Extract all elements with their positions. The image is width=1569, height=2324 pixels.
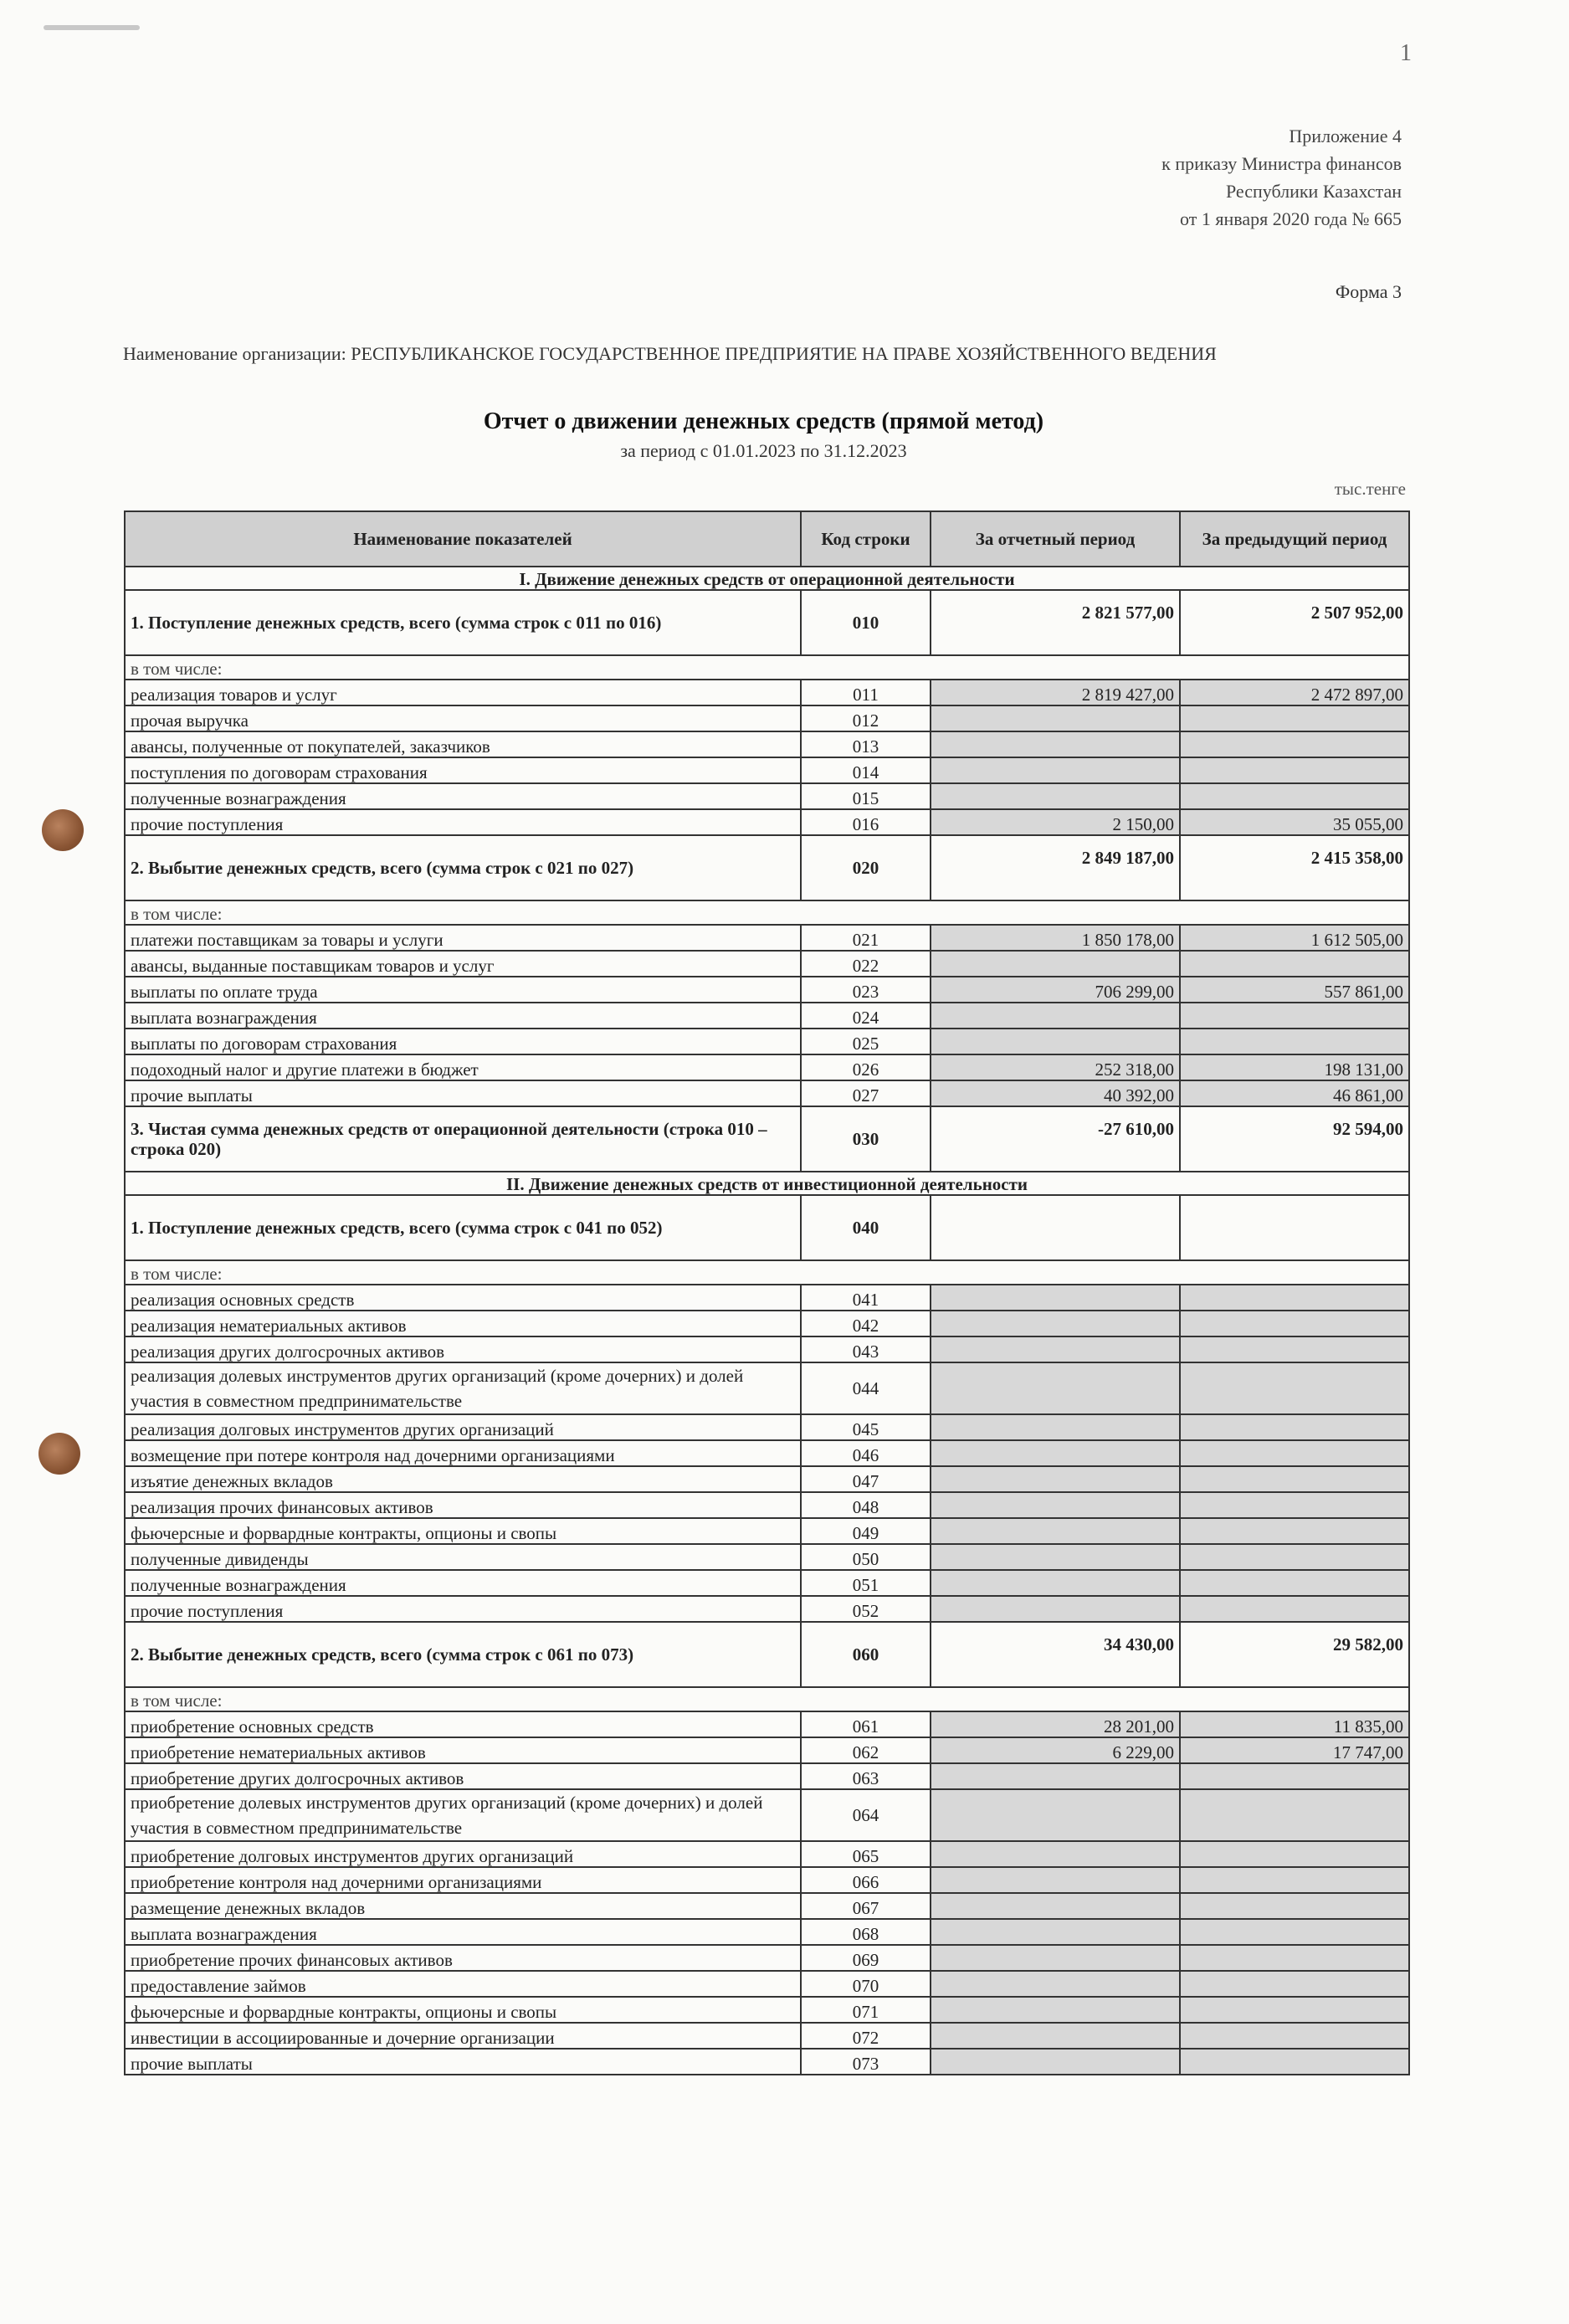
table-header — [125, 511, 1409, 567]
row-code: 069 — [801, 1945, 931, 1971]
report-title: Отчет о движении денежных средств (прямой метод) — [483, 408, 1044, 434]
table-row — [125, 1867, 1409, 1893]
value-previous-period — [1180, 1195, 1409, 1260]
value-current-period — [931, 757, 1180, 783]
row-code: 064 — [801, 1789, 931, 1841]
value-current-period — [931, 1195, 1180, 1260]
column-header-current: За отчетный период — [931, 511, 1180, 567]
table-body — [125, 567, 1409, 2075]
table-row — [125, 1544, 1409, 1570]
row-code: 066 — [801, 1867, 931, 1893]
row-name: приобретение других долгосрочных активов — [125, 1763, 801, 1789]
table-row — [125, 1945, 1409, 1971]
value-current-period — [931, 1466, 1180, 1492]
subheading-row — [125, 1260, 1409, 1285]
table-row — [125, 1737, 1409, 1763]
row-code: 040 — [801, 1195, 931, 1260]
value-previous-period — [1180, 1789, 1409, 1841]
row-code: 022 — [801, 951, 931, 977]
value-current-period: 252 318,00 — [931, 1054, 1180, 1080]
value-current-period: 2 150,00 — [931, 809, 1180, 835]
table-row — [125, 1789, 1409, 1841]
punch-hole — [38, 1433, 80, 1475]
row-code: 068 — [801, 1919, 931, 1945]
row-name: фьючерсные и форвардные контракты, опционы и свопы — [125, 1997, 801, 2023]
value-current-period — [931, 1867, 1180, 1893]
value-current-period: 2 819 427,00 — [931, 680, 1180, 705]
row-name: 3. Чистая сумма денежных средств от операционной деятельности (строка 010 – строка 020) — [125, 1106, 801, 1172]
row-name: прочие выплаты — [125, 1080, 801, 1106]
row-code: 060 — [801, 1622, 931, 1687]
table-row — [125, 1336, 1409, 1362]
value-previous-period: 35 055,00 — [1180, 809, 1409, 835]
row-name: полученные вознаграждения — [125, 1570, 801, 1596]
value-previous-period — [1180, 783, 1409, 809]
row-name: авансы, выданные поставщикам товаров и услуг — [125, 951, 801, 977]
row-name: размещение денежных вкладов — [125, 1893, 801, 1919]
value-current-period: 28 201,00 — [931, 1711, 1180, 1737]
row-name: авансы, полученные от покупателей, заказчиков — [125, 731, 801, 757]
appendix-line: от 1 января 2020 года № 665 — [1180, 208, 1402, 229]
value-previous-period — [1180, 705, 1409, 731]
row-name: прочие выплаты — [125, 2049, 801, 2075]
row-name: реализация товаров и услуг — [125, 680, 801, 705]
column-header-previous: За предыдущий период — [1180, 511, 1409, 567]
value-previous-period: 557 861,00 — [1180, 977, 1409, 1003]
row-code: 020 — [801, 835, 931, 900]
punch-hole — [42, 809, 84, 851]
value-current-period: 34 430,00 — [931, 1622, 1180, 1687]
row-name: возмещение при потере контроля над дочерними организациями — [125, 1440, 801, 1466]
value-previous-period — [1180, 1414, 1409, 1440]
value-current-period — [931, 1570, 1180, 1596]
row-code: 062 — [801, 1737, 931, 1763]
row-code: 041 — [801, 1285, 931, 1311]
report-period: за период с 01.01.2023 по 31.12.2023 — [620, 440, 907, 461]
value-current-period — [931, 1414, 1180, 1440]
subheading-row — [125, 655, 1409, 680]
value-current-period — [931, 1971, 1180, 1997]
row-code: 070 — [801, 1971, 931, 1997]
value-previous-period — [1180, 1362, 1409, 1414]
row-name: предоставление займов — [125, 1971, 801, 1997]
value-previous-period — [1180, 1544, 1409, 1570]
table-row — [125, 1492, 1409, 1518]
row-name: полученные вознаграждения — [125, 783, 801, 809]
table-row — [125, 1362, 1409, 1414]
form-label: Форма 3 — [1335, 281, 1402, 302]
table-row — [125, 1893, 1409, 1919]
table-row — [125, 1054, 1409, 1080]
table-row — [125, 1596, 1409, 1622]
table-row — [125, 1570, 1409, 1596]
row-code: 047 — [801, 1466, 931, 1492]
row-name: реализация долевых инструментов других организаций (кроме дочерних) и долей участия в совместном предпринимательстве — [125, 1362, 801, 1414]
row-name: реализация других долгосрочных активов — [125, 1336, 801, 1362]
row-code: 045 — [801, 1414, 931, 1440]
total-row — [125, 1106, 1409, 1172]
value-previous-period: 11 835,00 — [1180, 1711, 1409, 1737]
table-row — [125, 731, 1409, 757]
table-row — [125, 1711, 1409, 1737]
value-current-period — [931, 1544, 1180, 1570]
table-row — [125, 1285, 1409, 1311]
cash-flow-table — [124, 510, 1410, 2075]
value-current-period: 2 821 577,00 — [931, 590, 1180, 655]
row-name: 1. Поступление денежных средств, всего (сумма строк с 041 по 052) — [125, 1195, 801, 1260]
value-previous-period — [1180, 731, 1409, 757]
row-name: прочие поступления — [125, 809, 801, 835]
row-code: 050 — [801, 1544, 931, 1570]
organization-name: Наименование организации: РЕСПУБЛИКАНСКОЕ ГОСУДАРСТВЕННОЕ ПРЕДПРИЯТИЕ НА ПРАВЕ ХОЗЯЙСТВЕННОГО ВЕДЕНИЯ — [123, 343, 1217, 364]
value-previous-period — [1180, 1867, 1409, 1893]
value-previous-period: 46 861,00 — [1180, 1080, 1409, 1106]
table-row — [125, 2023, 1409, 2049]
section-title: I. Движение денежных средств от операционной деятельности — [125, 567, 1409, 590]
row-code: 063 — [801, 1763, 931, 1789]
row-code: 051 — [801, 1570, 931, 1596]
value-current-period — [931, 2023, 1180, 2049]
row-code: 046 — [801, 1440, 931, 1466]
row-name: реализация основных средств — [125, 1285, 801, 1311]
row-name: реализация нематериальных активов — [125, 1311, 801, 1336]
value-previous-period — [1180, 1336, 1409, 1362]
row-code: 044 — [801, 1362, 931, 1414]
value-previous-period — [1180, 1763, 1409, 1789]
value-current-period — [931, 1285, 1180, 1311]
value-current-period — [931, 1311, 1180, 1336]
value-current-period: 2 849 187,00 — [931, 835, 1180, 900]
table-row — [125, 757, 1409, 783]
value-current-period — [931, 1440, 1180, 1466]
value-current-period — [931, 1997, 1180, 2023]
value-current-period — [931, 1893, 1180, 1919]
row-name: приобретение прочих финансовых активов — [125, 1945, 801, 1971]
appendix-line: Приложение 4 — [1289, 126, 1402, 146]
value-previous-period — [1180, 1492, 1409, 1518]
value-previous-period — [1180, 951, 1409, 977]
table-row — [125, 1311, 1409, 1336]
value-previous-period — [1180, 1919, 1409, 1945]
value-previous-period — [1180, 757, 1409, 783]
page-number: 1 — [1400, 40, 1412, 66]
table-row — [125, 1919, 1409, 1945]
value-previous-period — [1180, 1440, 1409, 1466]
scan-mark — [44, 25, 140, 30]
value-current-period — [931, 1789, 1180, 1841]
value-previous-period: 29 582,00 — [1180, 1622, 1409, 1687]
column-header-code: Код строки — [801, 511, 931, 567]
value-current-period — [931, 2049, 1180, 2075]
table-row — [125, 1003, 1409, 1029]
table-row — [125, 2049, 1409, 2075]
row-code: 072 — [801, 2023, 931, 2049]
value-previous-period: 2 415 358,00 — [1180, 835, 1409, 900]
row-subheading: в том числе: — [125, 900, 1409, 925]
row-name: подоходный налог и другие платежи в бюджет — [125, 1054, 801, 1080]
units-label: тыс.тенге — [1334, 479, 1406, 499]
value-previous-period: 198 131,00 — [1180, 1054, 1409, 1080]
table-row — [125, 783, 1409, 809]
value-previous-period — [1180, 1029, 1409, 1054]
row-code: 065 — [801, 1841, 931, 1867]
table-row — [125, 1971, 1409, 1997]
value-current-period: 40 392,00 — [931, 1080, 1180, 1106]
value-previous-period — [1180, 2049, 1409, 2075]
row-subheading: в том числе: — [125, 1687, 1409, 1711]
row-code: 061 — [801, 1711, 931, 1737]
row-name: прочие поступления — [125, 1596, 801, 1622]
value-previous-period — [1180, 1311, 1409, 1336]
row-code: 012 — [801, 705, 931, 731]
row-name: реализация прочих финансовых активов — [125, 1492, 801, 1518]
appendix-header — [1161, 122, 1402, 233]
row-code: 042 — [801, 1311, 931, 1336]
row-name: фьючерсные и форвардные контракты, опционы и свопы — [125, 1518, 801, 1544]
row-code: 025 — [801, 1029, 931, 1054]
table-row — [125, 705, 1409, 731]
row-code: 030 — [801, 1106, 931, 1172]
row-code: 049 — [801, 1518, 931, 1544]
value-previous-period: 2 472 897,00 — [1180, 680, 1409, 705]
row-subheading: в том числе: — [125, 655, 1409, 680]
value-current-period — [931, 1492, 1180, 1518]
value-previous-period — [1180, 1596, 1409, 1622]
row-name: приобретение основных средств — [125, 1711, 801, 1737]
table-row — [125, 951, 1409, 977]
row-name: платежи поставщикам за товары и услуги — [125, 925, 801, 951]
value-current-period: 706 299,00 — [931, 977, 1180, 1003]
row-code: 048 — [801, 1492, 931, 1518]
row-code: 026 — [801, 1054, 931, 1080]
row-name: инвестиции в ассоциированные и дочерние организации — [125, 2023, 801, 2049]
row-name: прочая выручка — [125, 705, 801, 731]
row-name: приобретение нематериальных активов — [125, 1737, 801, 1763]
column-header-name: Наименование показателей — [125, 511, 801, 567]
value-current-period — [931, 705, 1180, 731]
value-previous-period — [1180, 1971, 1409, 1997]
table-row — [125, 925, 1409, 951]
value-current-period — [931, 1029, 1180, 1054]
value-previous-period — [1180, 1003, 1409, 1029]
row-name: выплаты по договорам страхования — [125, 1029, 801, 1054]
table-row — [125, 977, 1409, 1003]
value-previous-period — [1180, 1570, 1409, 1596]
row-code: 010 — [801, 590, 931, 655]
value-current-period — [931, 1596, 1180, 1622]
value-current-period: 6 229,00 — [931, 1737, 1180, 1763]
row-name: приобретение долговых инструментов других организаций — [125, 1841, 801, 1867]
table-row — [125, 1440, 1409, 1466]
row-code: 024 — [801, 1003, 931, 1029]
value-current-period — [931, 1336, 1180, 1362]
section-title: II. Движение денежных средств от инвестиционной деятельности — [125, 1172, 1409, 1195]
table-row — [125, 1466, 1409, 1492]
row-code: 071 — [801, 1997, 931, 2023]
total-row — [125, 1622, 1409, 1687]
row-name: поступления по договорам страхования — [125, 757, 801, 783]
value-previous-period — [1180, 1945, 1409, 1971]
table-row — [125, 1997, 1409, 2023]
value-previous-period — [1180, 1518, 1409, 1544]
value-previous-period: 92 594,00 — [1180, 1106, 1409, 1172]
table-row — [125, 809, 1409, 835]
row-name: выплата вознаграждения — [125, 1919, 801, 1945]
row-name: 2. Выбытие денежных средств, всего (сумма строк с 061 по 073) — [125, 1622, 801, 1687]
table-row — [125, 1518, 1409, 1544]
row-code: 014 — [801, 757, 931, 783]
row-name: реализация долговых инструментов других организаций — [125, 1414, 801, 1440]
row-name: приобретение контроля над дочерними организациями — [125, 1867, 801, 1893]
row-name: выплаты по оплате труда — [125, 977, 801, 1003]
value-current-period — [931, 1362, 1180, 1414]
value-previous-period — [1180, 1466, 1409, 1492]
row-code: 043 — [801, 1336, 931, 1362]
appendix-line: Республики Казахстан — [1225, 181, 1402, 202]
value-previous-period — [1180, 2023, 1409, 2049]
value-current-period — [931, 1763, 1180, 1789]
row-code: 067 — [801, 1893, 931, 1919]
row-code: 016 — [801, 809, 931, 835]
section-header-row — [125, 1172, 1409, 1195]
row-code: 027 — [801, 1080, 931, 1106]
table-row — [125, 1029, 1409, 1054]
row-code: 015 — [801, 783, 931, 809]
value-current-period — [931, 951, 1180, 977]
table-row — [125, 1841, 1409, 1867]
row-code: 021 — [801, 925, 931, 951]
table-row — [125, 1414, 1409, 1440]
table-row — [125, 1080, 1409, 1106]
row-code: 052 — [801, 1596, 931, 1622]
subheading-row — [125, 1687, 1409, 1711]
value-previous-period — [1180, 1285, 1409, 1311]
value-previous-period: 1 612 505,00 — [1180, 925, 1409, 951]
total-row — [125, 1195, 1409, 1260]
row-code: 013 — [801, 731, 931, 757]
table-row — [125, 1763, 1409, 1789]
row-name: приобретение долевых инструментов других организаций (кроме дочерних) и долей участия в совместном предпринимательстве — [125, 1789, 801, 1841]
total-row — [125, 835, 1409, 900]
value-current-period — [931, 1919, 1180, 1945]
value-current-period — [931, 1003, 1180, 1029]
row-code: 011 — [801, 680, 931, 705]
row-name: 2. Выбытие денежных средств, всего (сумма строк с 021 по 027) — [125, 835, 801, 900]
row-code: 073 — [801, 2049, 931, 2075]
row-name: выплата вознаграждения — [125, 1003, 801, 1029]
value-current-period: 1 850 178,00 — [931, 925, 1180, 951]
value-previous-period — [1180, 1841, 1409, 1867]
value-current-period: -27 610,00 — [931, 1106, 1180, 1172]
subheading-row — [125, 900, 1409, 925]
row-name: полученные дивиденды — [125, 1544, 801, 1570]
section-header-row — [125, 567, 1409, 590]
row-subheading: в том числе: — [125, 1260, 1409, 1285]
value-current-period — [931, 1841, 1180, 1867]
value-current-period — [931, 783, 1180, 809]
value-current-period — [931, 731, 1180, 757]
appendix-line: к приказу Министра финансов — [1161, 153, 1402, 174]
value-current-period — [931, 1518, 1180, 1544]
total-row — [125, 590, 1409, 655]
row-name: изъятие денежных вкладов — [125, 1466, 801, 1492]
row-name: 1. Поступление денежных средств, всего (сумма строк с 011 по 016) — [125, 590, 801, 655]
value-previous-period: 2 507 952,00 — [1180, 590, 1409, 655]
value-previous-period — [1180, 1997, 1409, 2023]
row-code: 023 — [801, 977, 931, 1003]
value-current-period — [931, 1945, 1180, 1971]
value-previous-period — [1180, 1893, 1409, 1919]
value-previous-period: 17 747,00 — [1180, 1737, 1409, 1763]
table-row — [125, 680, 1409, 705]
